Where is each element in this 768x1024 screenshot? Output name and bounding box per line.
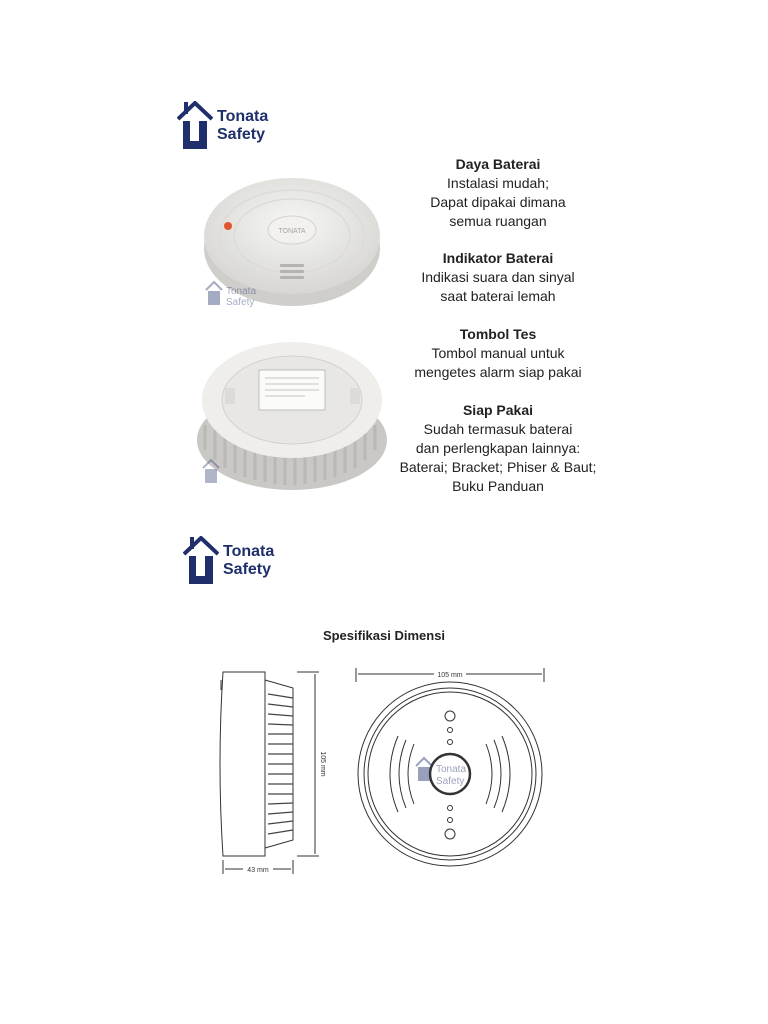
feature-line: Dapat dipakai dimana: [430, 194, 566, 210]
tonata-logo-top: [177, 101, 268, 151]
feature-line: Baterai; Bracket; Phiser & Baut;: [399, 459, 597, 475]
depth-dimension-label: 43 mm: [247, 867, 269, 874]
feature-line: saat baterai lemah: [440, 288, 556, 304]
house-logo-icon: [177, 101, 213, 151]
top-dimension-drawing: [350, 664, 550, 874]
brand-line2: Safety: [217, 126, 266, 143]
tonata-logo-bottom: [183, 536, 274, 586]
spec-title: Spesifikasi Dimensi: [322, 628, 446, 643]
watermark-line1: Tonata: [226, 286, 257, 297]
feature-title: Daya Baterai: [455, 156, 541, 172]
house-logo-icon: [183, 536, 219, 586]
width-dimension-label: 105 mm: [437, 672, 463, 679]
feature-line: Tombol manual untuk: [431, 345, 565, 361]
feature-line: mengetes alarm siap pakai: [414, 364, 582, 380]
feature-daya-baterai: [392, 155, 604, 231]
feature-title: Siap Pakai: [462, 402, 534, 418]
device-label: TONATA: [278, 228, 306, 235]
brand-line2: Safety: [223, 561, 272, 578]
brand-line1: Tonata: [223, 543, 275, 560]
height-dimension-label: 105 mm: [319, 751, 326, 777]
watermark-line1: Tonata: [436, 764, 467, 775]
feature-line: semua ruangan: [449, 213, 547, 229]
feature-line: Indikasi suara dan sinyal: [421, 269, 575, 285]
feature-line: Sudah termasuk baterai: [423, 421, 573, 437]
detector-back-image: [195, 330, 390, 495]
feature-title: Indikator Baterai: [442, 250, 554, 266]
watermark-line2: Safety: [226, 297, 255, 308]
feature-line: Instalasi mudah;: [447, 175, 549, 191]
feature-line: dan perlengkapan lainnya:: [415, 440, 581, 456]
brand-line1: Tonata: [217, 108, 269, 125]
watermark-line2: Safety: [436, 776, 465, 787]
feature-title: Tombol Tes: [459, 326, 537, 342]
feature-siap-pakai: [392, 401, 604, 496]
feature-tombol-tes: [392, 325, 604, 382]
detector-front-image: [200, 170, 385, 315]
feature-line: Buku Panduan: [452, 478, 544, 494]
led-icon: [224, 222, 232, 230]
feature-indikator-baterai: [392, 249, 604, 306]
side-dimension-drawing: [213, 660, 333, 880]
